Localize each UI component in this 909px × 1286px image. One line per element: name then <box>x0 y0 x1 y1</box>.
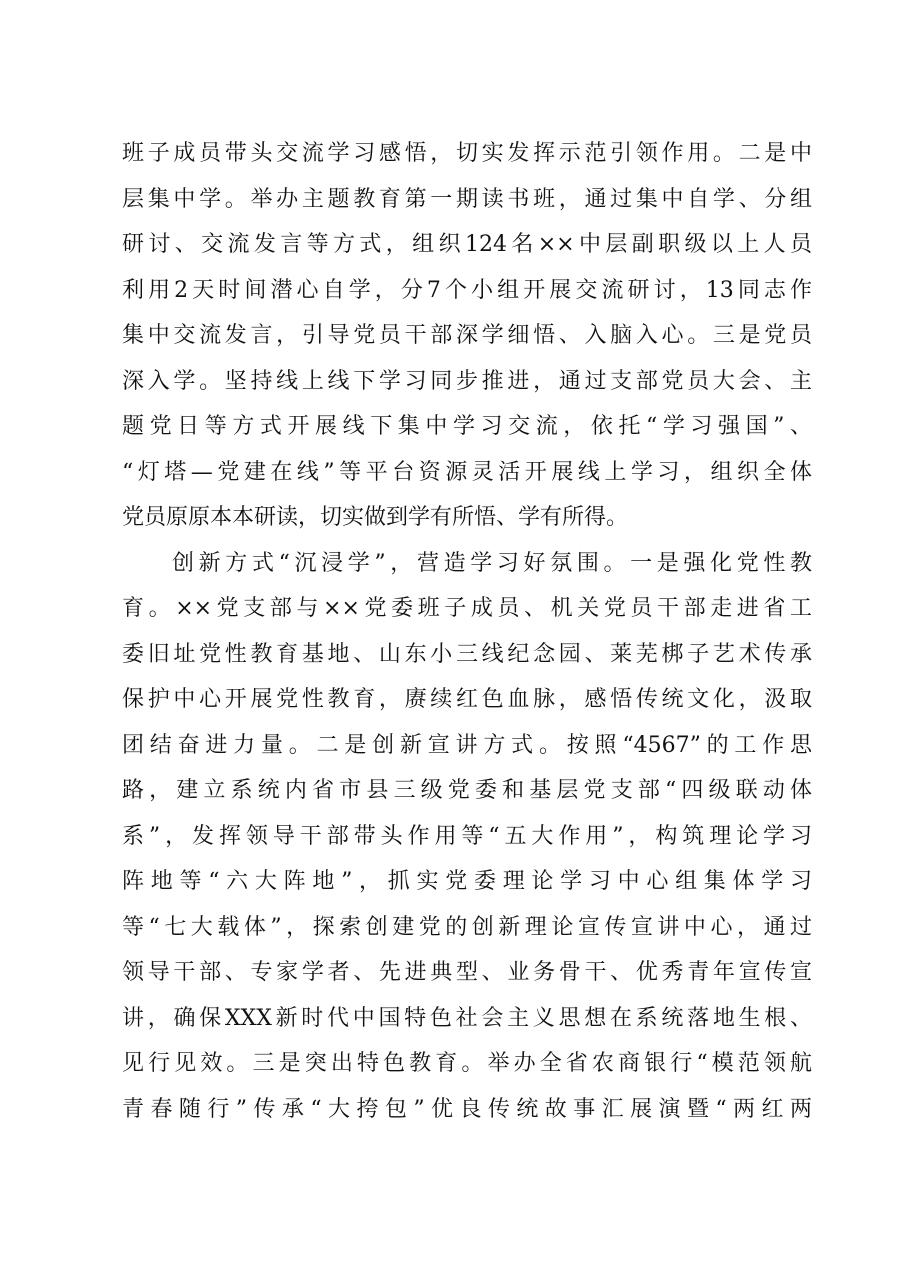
text-line: 等“七大载体”，探索创建党的创新理论宣传宣讲中心，通过 <box>122 914 812 940</box>
body-text <box>122 131 812 1132</box>
text-line: 育。××党支部与××党委班子成员、机关党员干部走进省工 <box>122 596 812 621</box>
paragraph-first-line: 创新方式“沉浸学”，营造学习好氛围。一是强化党性教 <box>172 550 812 576</box>
text-line: 利用2天时间潜心自学，分7个小组开展交流研讨，13同志作 <box>122 277 812 303</box>
text-line: “灯塔—党建在线”等平台资源灵活开展线上学习，组织全体 <box>122 459 812 485</box>
text-line: 层集中学。举办主题教育第一期读书班，通过集中自学、分组 <box>122 186 812 212</box>
text-line: 研讨、交流发言等方式，组织124名××中层副职级以上人员 <box>122 232 812 257</box>
text-line: 青春随行”传承“大挎包”优良传统故事汇展演暨“两红两 <box>122 1096 812 1122</box>
text-line: 路，建立系统内省市县三级党委和基层党支部“四级联动体 <box>122 778 812 803</box>
text-line: 保护中心开展党性教育，赓续红色血脉，感悟传统文化，汲取 <box>122 687 812 712</box>
text-line: 题党日等方式开展线下集中学习交流，依托“学习强国”、 <box>122 414 812 439</box>
text-line: 阵地等“六大阵地”，抓实党委理论学习中心组集体学习 <box>122 869 812 894</box>
text-line: 委旧址党性教育基地、山东小三线纪念园、莱芜梆子艺术传承 <box>122 641 812 667</box>
text-line: 团结奋进力量。二是创新宣讲方式。按照“4567”的工作思 <box>122 732 812 758</box>
text-line: 集中交流发言，引导党员干部深学细悟、入脑入心。三是党员 <box>122 323 812 348</box>
text-line: 领导干部、专家学者、先进典型、业务骨干、优秀青年宣传宣 <box>122 960 812 985</box>
text-line: 深入学。坚持线上线下学习同步推进，通过支部党员大会、主 <box>122 368 812 394</box>
text-line: 见行见效。三是突出特色教育。举办全省农商银行“模范领航 <box>122 1051 812 1076</box>
text-line: 讲，确保XXX新时代中国特色社会主义思想在系统落地生根、 <box>122 1005 812 1031</box>
text-line: 班子成员带头交流学习感悟，切实发挥示范引领作用。二是中 <box>122 141 812 166</box>
text-line: 系”，发挥领导干部带头作用等“五大作用”，构筑理论学习 <box>122 823 812 849</box>
text-line: 党员原原本本研读，切实做到学有所悟、学有所得。 <box>122 505 629 530</box>
